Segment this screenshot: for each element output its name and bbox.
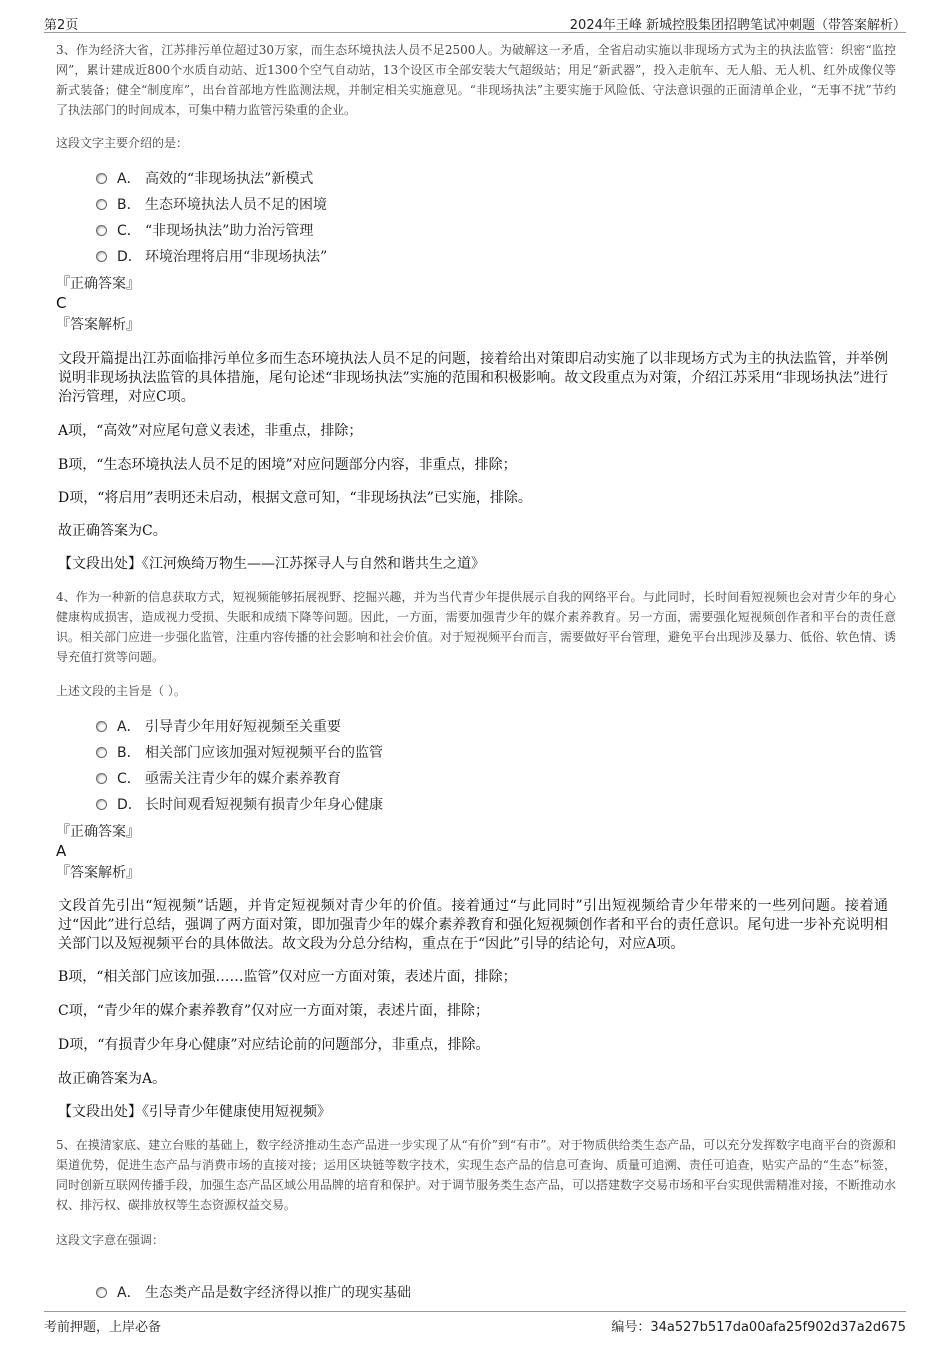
- q3-passage: 3、作为经济大省，江苏排污单位超过30万家，而生态环境执法人员不足2500人。为破解这一矛盾，全省启动实施以非现场方式为主的执法监管：织密“监控网”，累计建成近800个水质自动站、近1300个空气自动站，13个设区市全部安装大气超级站；用足“新武器”，投入走航车、无人船、无人机、红外成像仪等新式装备；健全“制度库”，出台首部地方性监测法规，并制定相关实施意见。“非现场执法”主要实施于风险低、守法意识强的正面清单企业，“无事不扰”节约了执法部门的时间成本，可集中精力监管污染重的企业。: [56, 43, 896, 117]
- q4-option-c[interactable]: C． 亟需关注青少年的媒介素养教育: [96, 766, 383, 792]
- q3-analysis-d: D项，“将启用”表明还未启动，根据文意可知，“非现场执法”已实施，排除。: [58, 490, 532, 506]
- page-header: [44, 12, 906, 33]
- q4-analysis: 文段首先引出“短视频”话题，并肯定短视频对青少年的价值。接着通过“与此同时”引出短视频给青少年带来的一些列问题。接着通过“因此”进行总结，强调了两方面对策，即加强青少年的媒介素养教育和强化短视频创作者和平台的责任意识。尾句进一步补充说明相关部门以及短视频平台的具体做法。故文段为分总分结构，重点在于“因此”引导的结论句，对应A项。: [58, 898, 888, 952]
- q5-stem: 这段文字意在强调：: [56, 1233, 165, 1247]
- radio-icon[interactable]: [96, 225, 107, 236]
- page-footer: [44, 1311, 906, 1334]
- q4-conclusion: 故正确答案为A。: [58, 1071, 167, 1087]
- q4-analysis-b: B项，“相关部门应该加强……监管”仅对应一方面对策，表述片面，排除；: [58, 969, 517, 985]
- q3-option-d[interactable]: D． 环境治理将启用“非现场执法”: [96, 244, 327, 270]
- q4-option-a[interactable]: A． 引导青少年用好短视频至关重要: [96, 714, 383, 740]
- q3-analysis: 文段开篇提出江苏面临排污单位多而生态环境执法人员不足的问题，接着给出对策即启动实施了以非现场方式为主的执法监管，并举例说明非现场执法监管的具体措施，尾句论述“非现场执法”实施的范围和积极影响。故文段重点为对策，介绍江苏采用“非现场执法”进行治污管理，对应C项。: [58, 351, 888, 405]
- q3-answer-label: 『正确答案』: [56, 276, 140, 292]
- document-title: 2024年王峰 新城控股集团招聘笔试冲刺题（带答案解析）: [569, 18, 906, 33]
- radio-icon[interactable]: [96, 773, 107, 784]
- q4-source: 【文段出处】《引导青少年健康使用短视频》: [58, 1104, 331, 1120]
- radio-icon[interactable]: [96, 173, 107, 184]
- q5-options: [96, 1280, 411, 1306]
- q4-analysis-c: C项，“青少年的媒介素养教育”仅对应一方面对策，表述片面，排除；: [58, 1003, 490, 1019]
- page-number: 第2页: [44, 18, 79, 33]
- q5-option-a[interactable]: A． 生态类产品是数字经济得以推广的现实基础: [96, 1280, 411, 1306]
- q4-passage: 4、作为一种新的信息获取方式，短视频能够拓展视野、挖掘兴趣，并为当代青少年提供展示自我的网络平台。与此同时，长时间看短视频也会对青少年的身心健康构成损害，造成视力受损、失眠和成绩下降等问题。因此，一方面，需要加强青少年的媒介素养教育。另一方面，需要强化短视频创作者和平台的责任意识。相关部门应进一步强化监管，注重内容传播的社会影响和社会价值。对于短视频平台而言，需要做好平台管理，避免平台出现涉及暴力、低俗、软色情、诱导充值打赏等问题。: [56, 590, 897, 664]
- footer-slogan: 考前押题，上岸必备: [44, 1320, 162, 1335]
- q3-answer: C: [56, 294, 67, 312]
- q4-answer: A: [56, 842, 67, 860]
- q3-conclusion: 故正确答案为C。: [58, 523, 167, 539]
- q3-source: 【文段出处】《江河焕绮万物生——江苏探寻人与自然和谐共生之道》: [58, 556, 485, 572]
- radio-icon[interactable]: [96, 251, 107, 262]
- q5-passage: 5、在摸清家底、建立台账的基础上，数字经济推动生态产品进一步实现了从“有价”到“有市”。对于物质供给类生态产品，可以充分发挥数字电商平台的资源和渠道优势，促进生态产品与消费市场的直接对接；运用区块链等数字技术，实现生态产品的信息可查询、质量可追溯、责任可追查，贴实产品的“生态”标签，同时创新互联网传播手段，加强生态产品区域公用品牌的培育和保护。对于调节服务类生态产品，可以搭建数字交易市场和平台实现供需精准对接，不断推动水权、排污权、碳排放权等生态资源权益交易。: [56, 1138, 897, 1212]
- radio-icon[interactable]: [96, 199, 107, 210]
- q4-option-b[interactable]: B． 相关部门应该加强对短视频平台的监管: [96, 740, 383, 766]
- q3-option-a[interactable]: A． 高效的“非现场执法”新模式: [96, 166, 327, 192]
- q3-option-c[interactable]: C． “非现场执法”助力治污管理: [96, 218, 327, 244]
- q3-stem: 这段文字主要介绍的是：: [56, 136, 189, 150]
- q4-answer-label: 『正确答案』: [56, 824, 140, 840]
- radio-icon[interactable]: [96, 799, 107, 810]
- radio-icon[interactable]: [96, 721, 107, 732]
- q3-analysis-label: 『答案解析』: [56, 317, 140, 333]
- document-id: 编号：34a527b517da00afa25f902d37a2d675: [611, 1320, 906, 1335]
- q3-analysis-a: A项，“高效”对应尾句意义表述，非重点，排除；: [58, 423, 363, 439]
- q4-options: [96, 714, 383, 818]
- q4-analysis-label: 『答案解析』: [56, 865, 140, 881]
- q3-options: [96, 166, 327, 270]
- radio-icon[interactable]: [96, 1287, 107, 1298]
- radio-icon[interactable]: [96, 747, 107, 758]
- q3-option-b[interactable]: B． 生态环境执法人员不足的困境: [96, 192, 327, 218]
- q4-option-d[interactable]: D． 长时间观看短视频有损青少年身心健康: [96, 792, 383, 818]
- q4-stem: 上述文段的主旨是（ ）。: [56, 684, 186, 698]
- q4-analysis-d: D项，“有损青少年身心健康”对应结论前的问题部分，非重点，排除。: [58, 1037, 490, 1053]
- q3-analysis-b: B项，“生态环境执法人员不足的困境”对应问题部分内容，非重点，排除；: [58, 457, 517, 473]
